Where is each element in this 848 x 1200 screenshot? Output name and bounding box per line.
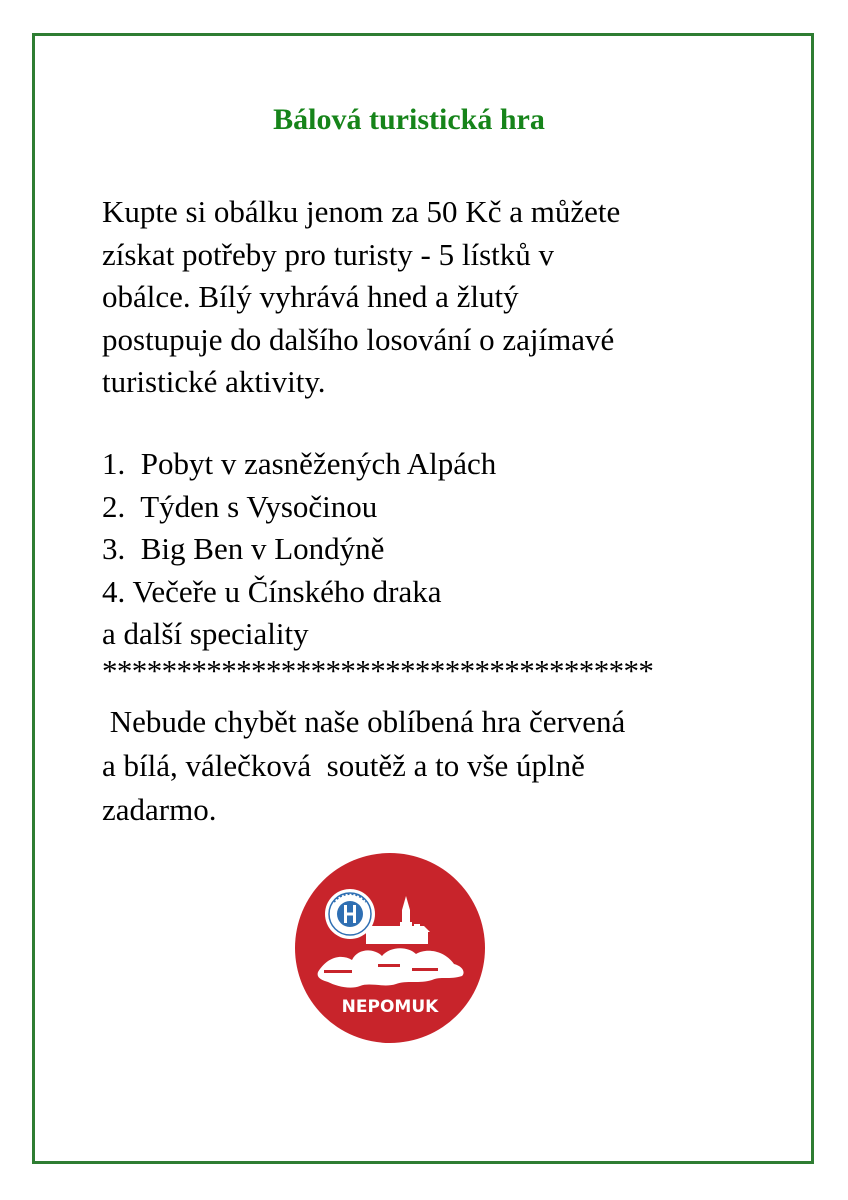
prize-item: a další speciality bbox=[102, 616, 309, 651]
closing-line: a bílá, válečková soutěž a to vše úplně bbox=[102, 748, 585, 783]
intro-line: obálce. Bílý vyhrává hned a žlutý bbox=[102, 279, 519, 314]
intro-line: Kupte si obálku jenom za 50 Kč a můžete bbox=[102, 194, 621, 229]
intro-line: turistické aktivity. bbox=[102, 364, 326, 399]
closing-line: Nebude chybět naše oblíbená hra červená bbox=[102, 704, 626, 739]
closing-line: zadarmo. bbox=[102, 792, 217, 827]
nepomuk-logo bbox=[294, 852, 486, 1044]
page-title: Bálová turistická hra bbox=[273, 103, 545, 136]
prize-item: 1. Pobyt v zasněžených Alpách bbox=[102, 446, 497, 481]
prize-list bbox=[102, 443, 762, 656]
prize-item: 2. Týden s Vysočinou bbox=[102, 488, 378, 524]
logo-graphic bbox=[294, 852, 486, 1044]
closing-paragraph bbox=[102, 700, 762, 832]
intro-paragraph bbox=[102, 191, 762, 404]
intro-line: získat potřeby pro turisty - 5 lístků v bbox=[102, 236, 555, 272]
prize-item: 3. Big Ben v Londýně bbox=[102, 531, 385, 566]
logo-name: NEPOMUK bbox=[341, 997, 439, 1017]
intro-line: postupuje do dalšího losování o zajímavé bbox=[102, 321, 615, 357]
prize-item: 4. Večeře u Čínského draka bbox=[102, 573, 442, 609]
star-separator: ************************************* bbox=[102, 653, 654, 688]
